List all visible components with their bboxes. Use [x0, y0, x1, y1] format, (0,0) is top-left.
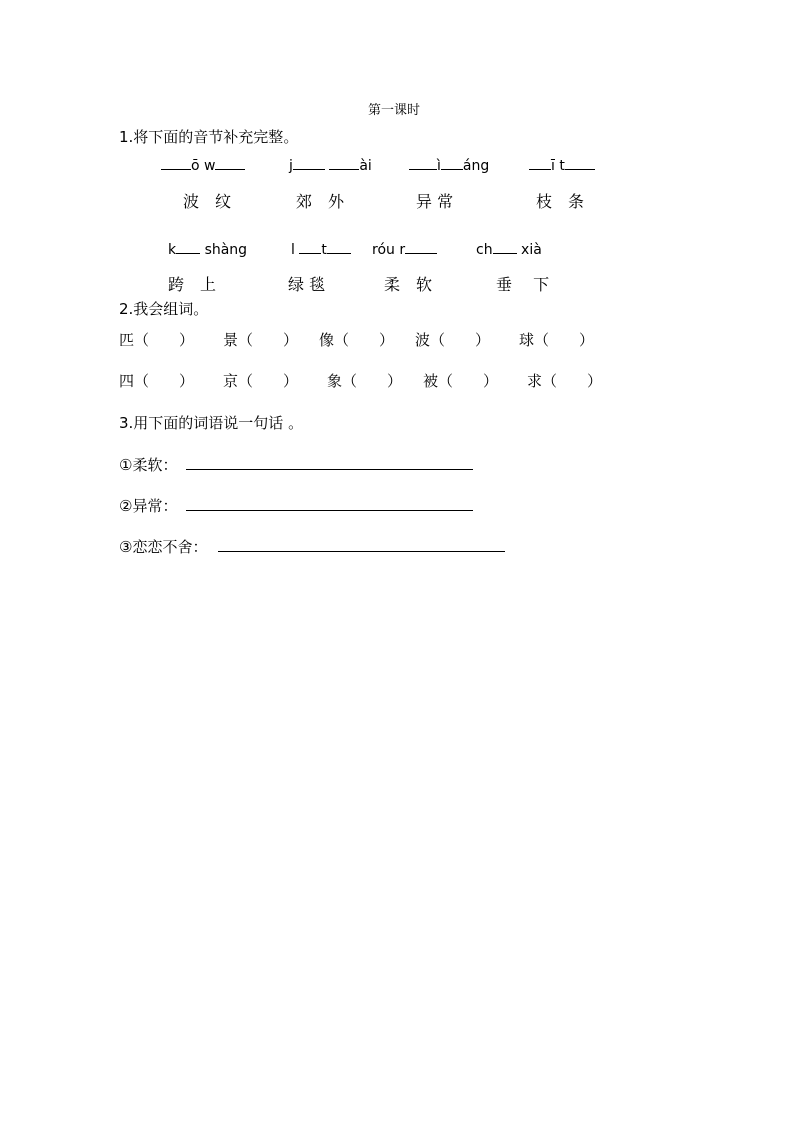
pinyin-blank-group — [291, 241, 351, 258]
fill-blank[interactable] — [299, 241, 321, 254]
answer-line[interactable] — [186, 469, 473, 470]
fill-blank[interactable] — [409, 157, 437, 170]
fill-blank[interactable] — [215, 157, 245, 170]
pinyin-text: róu r — [372, 242, 406, 258]
word-group-item[interactable]: 被（ ） — [423, 372, 499, 390]
fill-blank[interactable] — [529, 157, 551, 170]
word-group-item[interactable]: 波（ ） — [415, 331, 491, 349]
fill-blank[interactable] — [441, 157, 463, 170]
hanzi-word: 柔 软 — [384, 275, 433, 294]
hanzi-word: 跨 上 — [168, 275, 217, 294]
sentence-prompt: ①柔软： — [119, 456, 178, 474]
pinyin-blank-group — [161, 157, 245, 174]
pinyin-text: ō w — [191, 158, 216, 174]
fill-blank[interactable] — [327, 241, 351, 254]
pinyin-text: j — [289, 158, 293, 174]
hanzi-word: 郊 外 — [296, 192, 345, 211]
word-group-item[interactable]: 球（ ） — [519, 331, 595, 349]
hanzi-word: 波 纹 — [183, 192, 232, 211]
fill-blank[interactable] — [329, 157, 359, 170]
pinyin-blank-group — [289, 157, 372, 174]
answer-line[interactable] — [218, 551, 505, 552]
pinyin-blank-group — [372, 241, 437, 258]
pinyin-text: t — [321, 242, 327, 258]
pinyin-text: ì — [437, 158, 441, 174]
pinyin-text: k — [168, 242, 177, 258]
word-group-item[interactable]: 京（ ） — [223, 372, 299, 390]
hanzi-word: 垂 下 — [496, 275, 550, 294]
page-title: 第一课时 — [368, 103, 421, 118]
pinyin-blank-group — [529, 157, 595, 174]
word-group-item[interactable]: 景（ ） — [223, 331, 299, 349]
pinyin-text: ī t — [551, 158, 565, 174]
question-2-heading: 2.我会组词。 — [119, 300, 209, 318]
fill-blank[interactable] — [176, 241, 200, 254]
pinyin-text: xià — [521, 242, 542, 258]
question-3-heading: 3.用下面的词语说一句话 。 — [119, 414, 304, 432]
word-group-item[interactable]: 求（ ） — [527, 372, 603, 390]
pinyin-text: shàng — [204, 242, 248, 258]
word-group-item[interactable]: 像（ ） — [319, 331, 395, 349]
pinyin-blank-group — [168, 241, 247, 258]
answer-line[interactable] — [186, 510, 473, 511]
hanzi-word: 异 常 — [416, 192, 454, 211]
fill-blank[interactable] — [565, 157, 595, 170]
pinyin-text: ài — [359, 158, 372, 174]
pinyin-blank-group — [409, 157, 489, 174]
fill-blank[interactable] — [493, 241, 517, 254]
sentence-prompt: ②异常： — [119, 497, 178, 515]
word-group-item[interactable]: 匹（ ） — [119, 331, 195, 349]
hanzi-word: 绿 毯 — [288, 275, 326, 294]
pinyin-text: ch — [476, 242, 493, 258]
fill-blank[interactable] — [161, 157, 191, 170]
pinyin-text: l — [291, 242, 295, 258]
pinyin-blank-group — [476, 241, 542, 258]
pinyin-text: áng — [462, 158, 490, 174]
hanzi-word: 枝 条 — [536, 192, 585, 211]
question-1-heading: 1.将下面的音节补充完整。 — [119, 128, 299, 146]
word-group-item[interactable]: 四（ ） — [119, 372, 195, 390]
word-group-item[interactable]: 象（ ） — [327, 372, 403, 390]
fill-blank[interactable] — [405, 241, 437, 254]
fill-blank[interactable] — [293, 157, 325, 170]
sentence-prompt: ③恋恋不舍： — [119, 538, 208, 556]
